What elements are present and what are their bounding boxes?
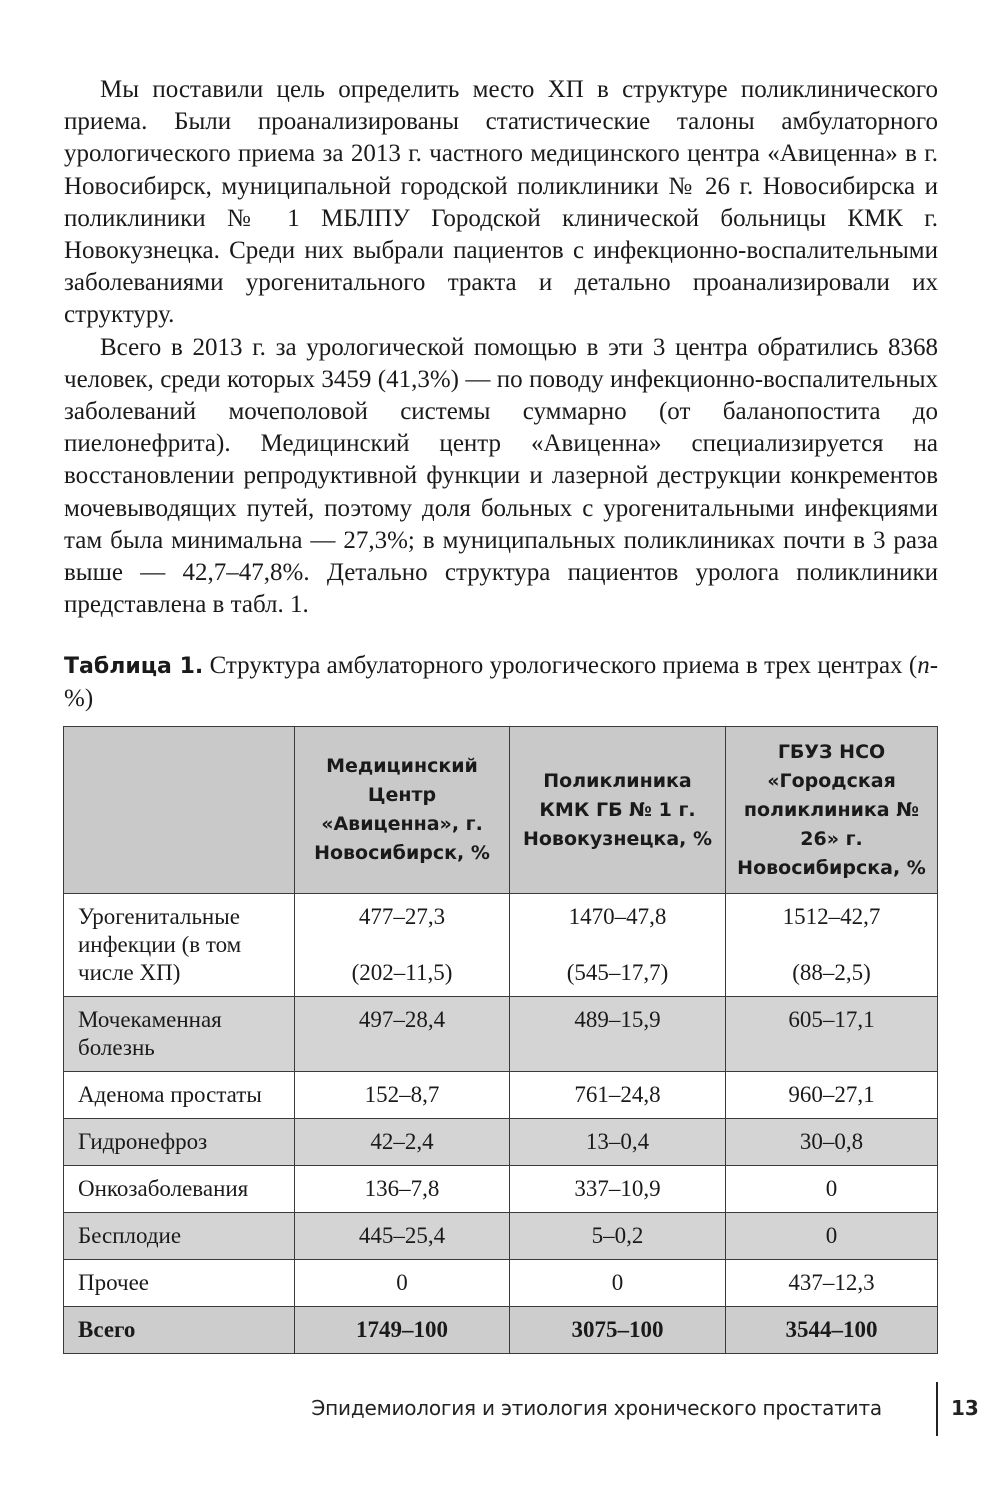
- cell: 497–28,4: [295, 997, 510, 1072]
- header-empty: [64, 727, 295, 894]
- table-caption-text: Структура амбулаторного урологического приема в трех центрах (: [203, 652, 918, 679]
- table-caption-label: Таблица 1.: [64, 654, 204, 679]
- row-label: Всего: [64, 1307, 295, 1354]
- table-header-row: [64, 727, 938, 894]
- table-caption-tail: -%): [64, 652, 939, 712]
- table-row: [64, 1213, 938, 1260]
- cell: 42–2,4: [295, 1119, 510, 1166]
- page-footer: [311, 1396, 979, 1436]
- table-row: [64, 1260, 938, 1307]
- cell: 0: [726, 1166, 938, 1213]
- header-kmk-gb1: Поликлиника КМК ГБ № 1 г. Новокузнецка, %: [510, 727, 726, 894]
- cell: 337–10,9: [510, 1166, 726, 1213]
- cell-sub: (202–11,5): [351, 960, 453, 985]
- running-title: Эпидемиология и этиология хронического простатита: [311, 1396, 882, 1420]
- page-number: 13: [951, 1396, 979, 1420]
- cell: 477–27,3 (202–11,5): [295, 894, 510, 997]
- cell: 960–27,1: [726, 1072, 938, 1119]
- row-label: Аденома простаты: [64, 1072, 295, 1119]
- cell: 13–0,4: [510, 1119, 726, 1166]
- cell: 605–17,1: [726, 997, 938, 1072]
- cell: 136–7,8: [295, 1166, 510, 1213]
- cell: 0: [295, 1260, 510, 1307]
- paragraph-2: Всего в 2013 г. за урологической помощью в эти 3 центра обратились 8368 человек, среди которых 3459 (41,3%) — по поводу инфекционно-воспалительных заболеваний мочеполовой системы суммарно (от баланопостита до пиелонефрита). Медицинский центр «Авиценна» специализируется на восстановлении репродуктивной функции и лазерной деструкции конкрементов мочевыводящих путей, поэтому доля больных с урогенитальными инфекциями там была минимальна — 27,3%; в муниципальных поликлиниках почти в 3 раза выше — 42,7–47,8%. Детально структура пациентов уролога поликлиники представлена в табл. 1.: [64, 333, 938, 619]
- header-avicenna: Медицинский Центр «Авиценна», г. Новосибирск, %: [295, 727, 510, 894]
- cell-sub: (545–17,7): [566, 960, 669, 985]
- row-label: Онкозаболевания: [64, 1166, 295, 1213]
- table-row: [64, 997, 938, 1072]
- cell: 3544–100: [726, 1307, 938, 1354]
- table-row: [64, 894, 938, 997]
- cell: 30–0,8: [726, 1119, 938, 1166]
- table-caption: [64, 650, 938, 715]
- cell: 761–24,8: [510, 1072, 726, 1119]
- cell: 489–15,9: [510, 997, 726, 1072]
- footer-divider: [936, 1382, 938, 1436]
- cell-sub: (88–2,5): [792, 960, 871, 985]
- cell: 152–8,7: [295, 1072, 510, 1119]
- row-label: Урогенитальные инфекции (в том числе ХП): [64, 894, 295, 997]
- cell: 0: [510, 1260, 726, 1307]
- cell: 1749–100: [295, 1307, 510, 1354]
- structure-table: [63, 726, 938, 1354]
- body-text: [64, 74, 938, 621]
- row-label: Мочекаменная болезнь: [64, 997, 295, 1072]
- table-row: [64, 1119, 938, 1166]
- cell: 5–0,2: [510, 1213, 726, 1260]
- cell: 437–12,3: [726, 1260, 938, 1307]
- cell: 1470–47,8 (545–17,7): [510, 894, 726, 997]
- table-row-total: [64, 1307, 938, 1354]
- cell: 1512–42,7 (88–2,5): [726, 894, 938, 997]
- row-label: Бесплодие: [64, 1213, 295, 1260]
- table-caption-n: n: [917, 652, 930, 679]
- row-label: Гидронефроз: [64, 1119, 295, 1166]
- cell: 3075–100: [510, 1307, 726, 1354]
- cell: 0: [726, 1213, 938, 1260]
- cell: 445–25,4: [295, 1213, 510, 1260]
- paragraph-1: Мы поставили цель определить место ХП в структуре поликлинического приема. Были проанализированы статистические талоны амбулаторного урологического приема за 2013 г. частного медицинского центра «Авиценна» в г. Новосибирск, муниципальной городской поликлиники № 26 г. Новосибирска и поликлиники № 1 МБЛПУ Городской клинической больницы КМК г. Новокузнецка. Среди них выбрали пациентов с инфекционно-воспалительными заболеваниями урогенитального тракта и детально проанализировали их структуру.: [64, 76, 938, 329]
- table-row: [64, 1072, 938, 1119]
- row-label: Прочее: [64, 1260, 295, 1307]
- table-row: [64, 1166, 938, 1213]
- header-polyclinic-26: ГБУЗ НСО «Городская поликлиника № 26» г. Новосибирска, %: [726, 727, 938, 894]
